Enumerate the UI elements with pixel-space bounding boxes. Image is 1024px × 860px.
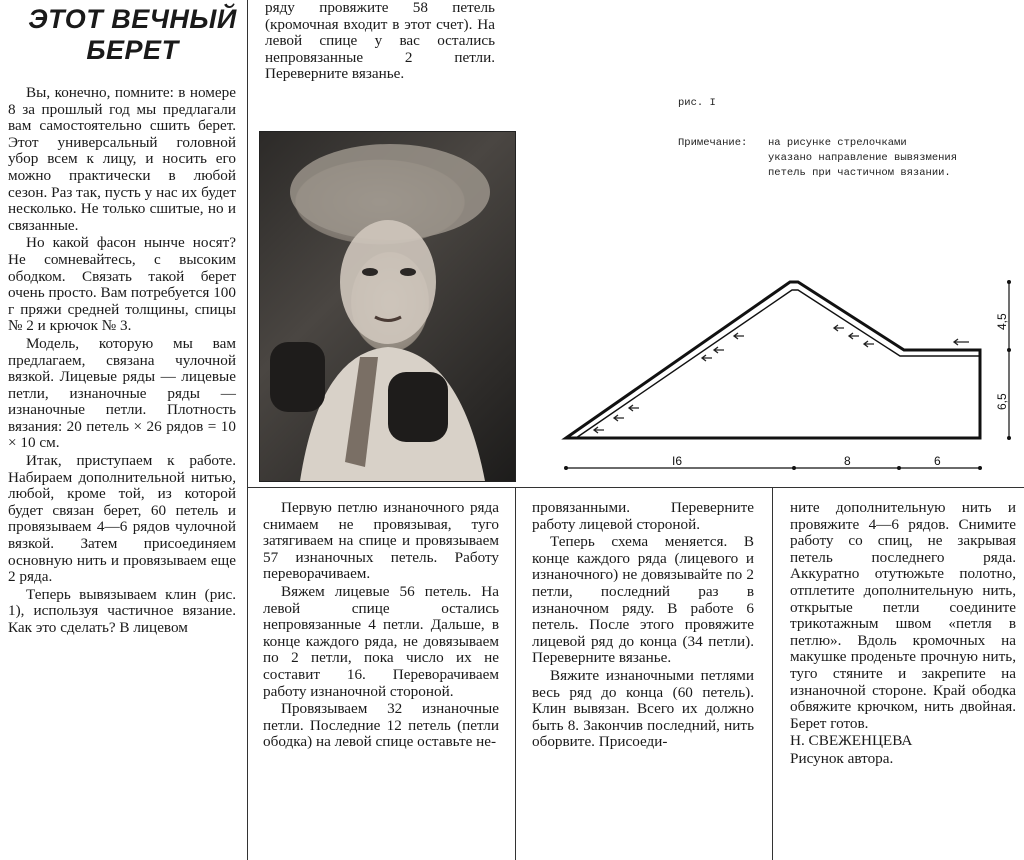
paragraph: Теперь схема меняется. В конце каждого ряда (лицевого и изнаночного) не довязывайте по 2 петли, последний раз в изнаночном ряду. В работе 6 петель. После этого провяжите лицевой ряд до конца (34 петли). Переверните вязанье. [532, 533, 754, 667]
dim-bottom-1: I6 [672, 454, 683, 468]
paragraph: Первую петлю изнаночного ряда снимаем не провязывая, туго затягиваем на спице и провязываем 57 изнаночных петель. Работу переворачиваем. [263, 499, 499, 583]
figure-note-label: Примечание: [678, 137, 748, 149]
dim-right-2: 6,5 [995, 393, 1009, 410]
paragraph: Итак, приступаем к работе. Набираем дополнительной нитью, любой, кроме той, из которой будет связан берет, 60 петель и провязываем 4—6 рядов чулочной вязкой. Затем присоединяем основную нить и провязываем еще 2 ряда. [8, 452, 236, 586]
figure-note-line-1: на рисунке стрелочками [768, 137, 907, 149]
paragraph: ните дополнительную нить и провяжите 4—6 рядов. Снимите работу со спиц, не закрывая петель последнего ряда. Аккуратно отутюжьте полотно, отплетите дополнительную нить, открытые петли соедините трикотажным швом «петля в петлю». Вдоль кромочных на макушке проденьте прочную нить, туго стяните и закрепите на изнаночной стороне. Край ободка обвяжите крючком, нить двойная. Берет готов. [790, 499, 1016, 732]
paragraph: Но какой фасон нынче носят? Не сомневайтесь, с высоким ободком. Связать такой берет очень просто. Вам потребуется 100 г пряжи средней толщины, спицы № 2 и крючок № 3. [8, 234, 236, 335]
figure-note-line-3: петель при частичном вязании. [768, 167, 951, 179]
title-line-2: БЕРЕТ [86, 35, 179, 65]
knitting-schematic [554, 270, 1024, 480]
column-divider-1 [247, 0, 248, 860]
section-divider [248, 487, 1024, 488]
title-line-1: ЭТОТ ВЕЧНЫЙ [28, 4, 237, 34]
column-3 [532, 500, 754, 751]
paragraph: Вяжем лицевые 56 петель. На левой спице остались непровязанные 4 петли. Дальше, в конце каждого ряда, не довязываем по 2 петли, пока число их не составит 16. Переворачиваем работу изнаночной стороной. [263, 582, 499, 700]
paragraph: Провязываем 32 изнаночные петли. Последние 12 петель (петли ободка) на левой спице оставьте не- [263, 700, 499, 751]
wedge-outline [566, 282, 980, 438]
paragraph: Теперь вывязываем клин (рис. 1), используя частичное вязание. Как это сделать? В лицевом [8, 585, 236, 636]
paragraph: ряду провяжите 58 петель (кромочная входит в этот счет). На левой спице у вас остались непровязанные 2 петли. Переверните вязанье. [265, 0, 495, 83]
column-divider-2 [515, 488, 516, 860]
column-2-bottom [263, 500, 499, 751]
column-4 [790, 500, 1016, 768]
woman-in-beret-illustration [260, 132, 515, 481]
figure-label: рис. I [678, 97, 716, 109]
column-divider-3 [772, 488, 773, 860]
author-name: Н. СВЕЖЕНЦЕВА [790, 732, 913, 750]
wedge-inner-edge [576, 290, 980, 438]
illustration-credit: Рисунок автора. [790, 749, 894, 767]
column-2-top [265, 0, 495, 83]
dim-bottom-2: 8 [844, 454, 851, 468]
paragraph: Вяжите изнаночными петлями весь ряд до конца (60 петель). Клин вывязан. Всего их должно быть 8. Закончив последний, нить оборвите. Присоеди- [532, 666, 754, 751]
paragraph: Вы, конечно, помните: в номере 8 за прошлый год мы предлагали вам самостоятельно сшить берет. Этот универсальный головной убор всем к лицу, и носить его можно практически в любой сезон. Раз так, пусть у нас их будет несколько. Не только сшитые, но и связанные. [8, 84, 236, 234]
paragraph: Модель, которую мы вам предлагаем, связана чулочной вязкой. Лицевые ряды — лицевые петли, изнаночные ряды — изнаночные петли. Плотность вязания: 20 петель × 26 рядов = 10 × 10 см. [8, 334, 236, 452]
column-1 [8, 85, 236, 637]
article-title [20, 4, 245, 66]
beret-photo [259, 131, 516, 482]
dim-right-1: 4,5 [995, 313, 1009, 330]
paragraph: провязанными. Переверните работу лицевой стороной. [532, 499, 754, 533]
figure-note-line-2: указано направление вывязмения [768, 152, 958, 164]
dim-bottom-3: 6 [934, 454, 941, 468]
